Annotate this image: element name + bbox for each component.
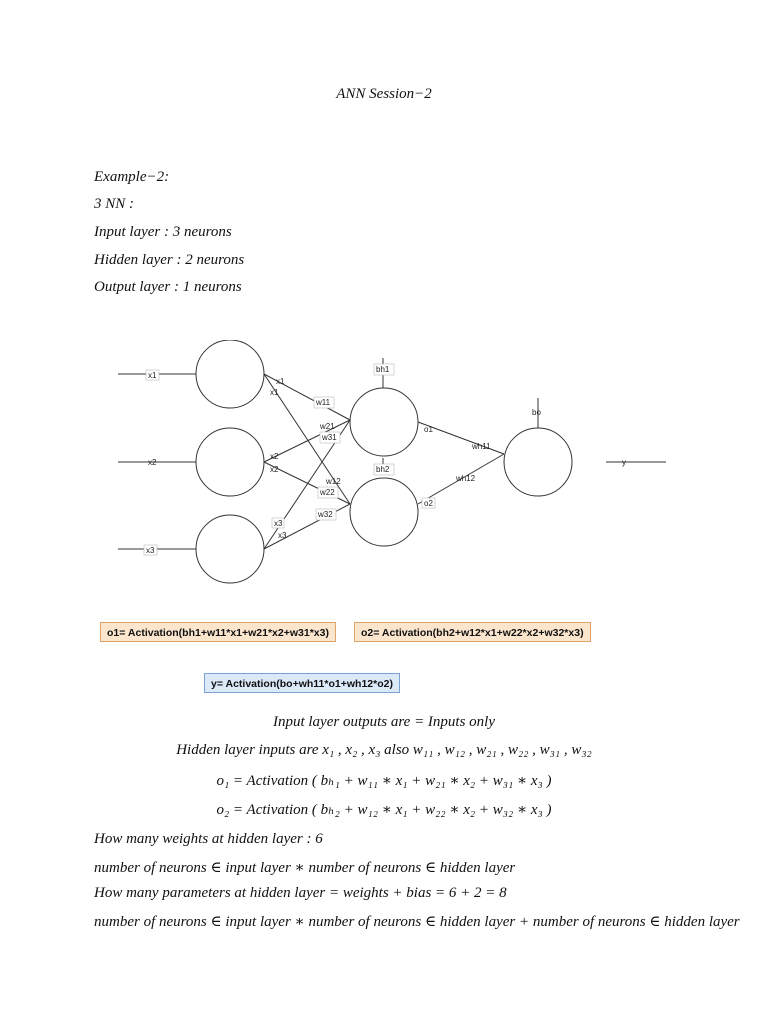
weight-wh11: wh11 — [472, 442, 491, 451]
edge-label-x1a: x1 — [276, 377, 285, 386]
bias-label-h1: bh1 — [376, 365, 390, 374]
edge-label-x3a: x3 — [274, 519, 283, 528]
output-layer-spec: Output layer : 1 neurons — [94, 279, 242, 295]
weight-w31: w31 — [322, 433, 337, 442]
hidden-neuron-2 — [350, 478, 418, 546]
input-outputs-statement: Input layer outputs are = Inputs only — [272, 714, 496, 730]
hidden-layer-spec: Hidden layer : 2 neurons — [94, 252, 245, 268]
parameters-count-line: How many parameters at hidden layer = weights + bias = 6 + 2 = 8 — [94, 885, 507, 901]
input-neuron-3 — [196, 515, 264, 583]
input-label-2: x2 — [148, 458, 157, 467]
parameters-formula-line: number of neurons ∈ input layer ∗ number of neurons ∈ hidden layer + number of neurons ∈ hidden layer — [94, 914, 740, 930]
output-neuron — [504, 428, 572, 496]
edge-label-x3b: x3 — [278, 531, 287, 540]
edge-label-x2a: x2 — [270, 452, 279, 461]
equation-o1: o₁ = Activation ( bₕ₁ + w₁₁ ∗ x₁ + w₂₁ ∗ x₂ + w₃₁ ∗ x₃ ) — [216, 773, 552, 789]
bias-label-h2: bh2 — [376, 465, 390, 474]
example-heading: Example−2: — [94, 169, 170, 185]
hidden-neuron-1 — [350, 388, 418, 456]
output-label: y — [622, 458, 626, 467]
page-title: ANN Session−2 — [336, 86, 432, 102]
equation-o2: o₂ = Activation ( bₕ₂ + w₁₂ ∗ x₁ + w₂₂ ∗ x₂ + w₃₂ ∗ x₃ ) — [216, 802, 552, 818]
neural-network-diagram — [100, 340, 680, 610]
weights-count-line: How many weights at hidden layer : 6 — [94, 831, 323, 847]
weight-w11: w11 — [316, 398, 331, 407]
hidden-inputs-statement: Hidden layer inputs are x₁ , x₂ , x₃ also w₁₁ , w₁₂ , w₂₁ , w₂₂ , w₃₁ , w₃₂ — [176, 742, 592, 758]
input-neuron-2 — [196, 428, 264, 496]
weight-wh12: wh12 — [456, 474, 476, 483]
weight-w21: w21 — [320, 422, 335, 431]
edge-label-x2b: x2 — [270, 465, 279, 474]
network-type: 3 NN : — [94, 196, 135, 212]
formula-box-y: y= Activation(bo+wh11*o1+wh12*o2) — [204, 673, 400, 693]
formula-box-o1: o1= Activation(bh1+w11*x1+w21*x2+w31*x3) — [100, 622, 336, 642]
formula-box-o2: o2= Activation(bh2+w12*x1+w22*x2+w32*x3) — [354, 622, 591, 642]
weight-w32: w32 — [318, 510, 333, 519]
input-neuron-1 — [196, 340, 264, 408]
weight-w12: w12 — [326, 477, 341, 486]
hidden-output-o2: o2 — [424, 499, 433, 508]
hidden-output-o1: o1 — [424, 425, 433, 434]
input-layer-spec: Input layer : 3 neurons — [94, 224, 232, 240]
weight-w22: w22 — [320, 488, 335, 497]
weights-formula-line: number of neurons ∈ input layer ∗ number of neurons ∈ hidden layer — [94, 860, 516, 876]
input-label-1: x1 — [148, 371, 157, 380]
input-label-3: x3 — [146, 546, 155, 555]
edge-label-x1b: x1 — [270, 388, 279, 397]
bias-label-output: bo — [532, 408, 541, 417]
